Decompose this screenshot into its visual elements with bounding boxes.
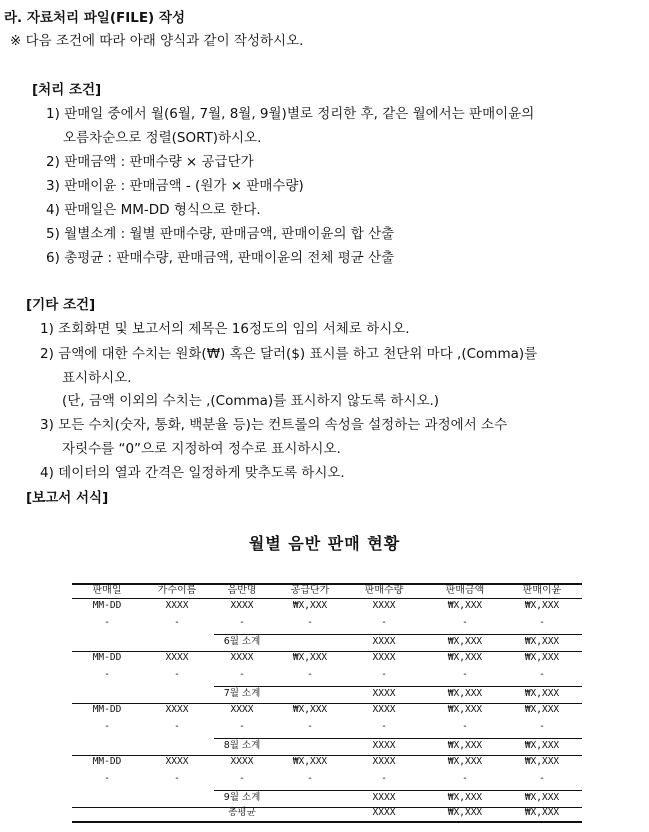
dash-cell: - [104, 721, 110, 732]
subtotal-rule [214, 790, 582, 791]
subtotal-value: XXXX [372, 740, 396, 751]
table-bottom-rule [72, 821, 582, 823]
subtotal-value: ₩X,XXX [447, 636, 483, 647]
data-cell: XXXX [372, 600, 396, 611]
dash-cell: - [174, 617, 180, 628]
data-cell: ₩X,XXX [447, 704, 483, 715]
data-cell: MM-DD [92, 652, 122, 663]
header-bottom-rule [72, 598, 582, 599]
dash-cell: - [174, 721, 180, 732]
data-cell: ₩X,XXX [524, 704, 560, 715]
subtotal-value: XXXX [372, 688, 396, 699]
processing-item: 3) 판매이윤 : 판매금액 - (원가 × 판매수량) [46, 178, 304, 194]
processing-item: 5) 월별소계 : 월별 판매수량, 판매금액, 판매이윤의 합 산출 [46, 226, 395, 242]
total-value: ₩X,XXX [447, 807, 483, 818]
dash-cell: - [239, 617, 245, 628]
dash-cell: - [462, 773, 468, 784]
subtotal-value: ₩X,XXX [447, 792, 483, 803]
dash-cell: - [539, 773, 545, 784]
subtotal-value: ₩X,XXX [447, 740, 483, 751]
data-cell: XXXX [372, 704, 396, 715]
dash-cell: - [462, 721, 468, 732]
subtotal-label: 6월 소계 [223, 636, 261, 647]
data-cell: XXXX [372, 652, 396, 663]
column-header: 음반명 [227, 585, 257, 596]
dash-cell: - [239, 721, 245, 732]
dash-cell: - [174, 773, 180, 784]
data-cell: ₩X,XXX [292, 652, 328, 663]
data-cell: XXXX [165, 704, 189, 715]
data-cell: ₩X,XXX [447, 652, 483, 663]
dash-cell: - [381, 721, 387, 732]
report-heading: [보고서 서식] [26, 490, 109, 506]
other-item: 표시하시오. [62, 370, 132, 386]
column-header: 판매일 [92, 585, 122, 596]
data-cell: XXXX [165, 652, 189, 663]
total-value: ₩X,XXX [524, 807, 560, 818]
subtotal-value: ₩X,XXX [447, 688, 483, 699]
dash-cell: - [239, 773, 245, 784]
subtotal-label: 9월 소계 [223, 792, 261, 803]
dash-cell: - [539, 669, 545, 680]
other-heading: [기타 조건] [26, 297, 96, 313]
subtotal-value: XXXX [372, 636, 396, 647]
data-cell: ₩X,XXX [447, 756, 483, 767]
data-cell: XXXX [230, 600, 254, 611]
data-cell: MM-DD [92, 600, 122, 611]
data-cell: ₩X,XXX [292, 600, 328, 611]
column-header: 판매이윤 [522, 585, 562, 596]
month-rule [72, 807, 582, 808]
dash-cell: - [381, 617, 387, 628]
instruction-text: ※ 다음 조건에 따라 아래 양식과 같이 작성하시오. [10, 33, 304, 49]
report-table [72, 583, 582, 823]
subtotal-value: ₩X,XXX [524, 740, 560, 751]
dash-cell: - [381, 773, 387, 784]
other-item: 1) 조회화면 및 보고서의 제목은 16정도의 임의 서체로 하시오. [40, 321, 410, 337]
data-cell: ₩X,XXX [447, 600, 483, 611]
other-item: 3) 모든 수치(숫자, 통화, 백분율 등)는 컨트롤의 속성을 설정하는 과정에서 소수 [40, 417, 508, 433]
dash-cell: - [539, 721, 545, 732]
data-cell: XXXX [230, 756, 254, 767]
processing-item: 6) 총평균 : 판매수량, 판매금액, 판매이윤의 전체 평균 산출 [46, 250, 395, 266]
data-cell: ₩X,XXX [292, 704, 328, 715]
subtotal-value: ₩X,XXX [524, 636, 560, 647]
dash-cell: - [462, 617, 468, 628]
other-item: 4) 데이터의 열과 간격은 일정하게 맞추도록 하시오. [40, 465, 345, 481]
processing-item: 2) 판매금액 : 판매수량 × 공급단가 [46, 154, 254, 170]
data-cell: ₩X,XXX [524, 756, 560, 767]
dash-cell: - [104, 617, 110, 628]
other-item: 2) 금액에 대한 수치는 원화(₩) 혹은 달러($) 표시를 하고 천단위 마다 ,(Comma)를 [40, 346, 538, 362]
dash-cell: - [381, 669, 387, 680]
dash-cell: - [307, 617, 313, 628]
column-header: 공급단가 [290, 585, 330, 596]
data-cell: XXXX [165, 600, 189, 611]
subtotal-rule [214, 686, 582, 687]
report-title: 월별 음반 판매 현황 [248, 534, 401, 553]
subtotal-value: XXXX [372, 792, 396, 803]
data-cell: XXXX [230, 652, 254, 663]
subtotal-rule [214, 634, 582, 635]
data-cell: XXXX [372, 756, 396, 767]
column-header: 판매수량 [364, 585, 404, 596]
data-cell: XXXX [165, 756, 189, 767]
dash-cell: - [307, 721, 313, 732]
dash-cell: - [104, 669, 110, 680]
subtotal-rule [214, 738, 582, 739]
subtotal-value: ₩X,XXX [524, 792, 560, 803]
subtotal-label: 7월 소계 [223, 688, 261, 699]
column-header: 가수이름 [157, 585, 197, 596]
other-item: (단, 금액 이외의 수치는 ,(Comma)를 표시하지 않도록 하시오.) [62, 393, 440, 409]
subtotal-label: 8월 소계 [223, 740, 261, 751]
data-cell: MM-DD [92, 704, 122, 715]
dash-cell: - [239, 669, 245, 680]
data-cell: ₩X,XXX [524, 652, 560, 663]
dash-cell: - [104, 773, 110, 784]
dash-cell: - [539, 617, 545, 628]
data-cell: XXXX [230, 704, 254, 715]
column-header: 판매금액 [445, 585, 485, 596]
processing-item: 오름차순으로 정렬(SORT)하시오. [63, 130, 262, 146]
other-item: 자릿수를 “0”으로 지정하여 정수로 표시하시오. [62, 441, 341, 457]
data-cell: ₩X,XXX [524, 600, 560, 611]
subtotal-value: ₩X,XXX [524, 688, 560, 699]
total-value: XXXX [372, 807, 396, 818]
data-cell: ₩X,XXX [292, 756, 328, 767]
dash-cell: - [174, 669, 180, 680]
processing-item: 1) 판매일 중에서 월(6월, 7월, 8월, 9월)별로 정리한 후, 같은 월에서는 판매이윤의 [46, 106, 535, 122]
dash-cell: - [307, 669, 313, 680]
dash-cell: - [462, 669, 468, 680]
total-average-label: 총평균 [228, 807, 256, 818]
data-cell: MM-DD [92, 756, 122, 767]
dash-cell: - [307, 773, 313, 784]
processing-item: 4) 판매일은 MM-DD 형식으로 한다. [46, 202, 261, 218]
section-title: 라. 자료처리 파일(FILE) 작성 [4, 10, 186, 26]
processing-heading: [처리 조건] [32, 82, 102, 98]
